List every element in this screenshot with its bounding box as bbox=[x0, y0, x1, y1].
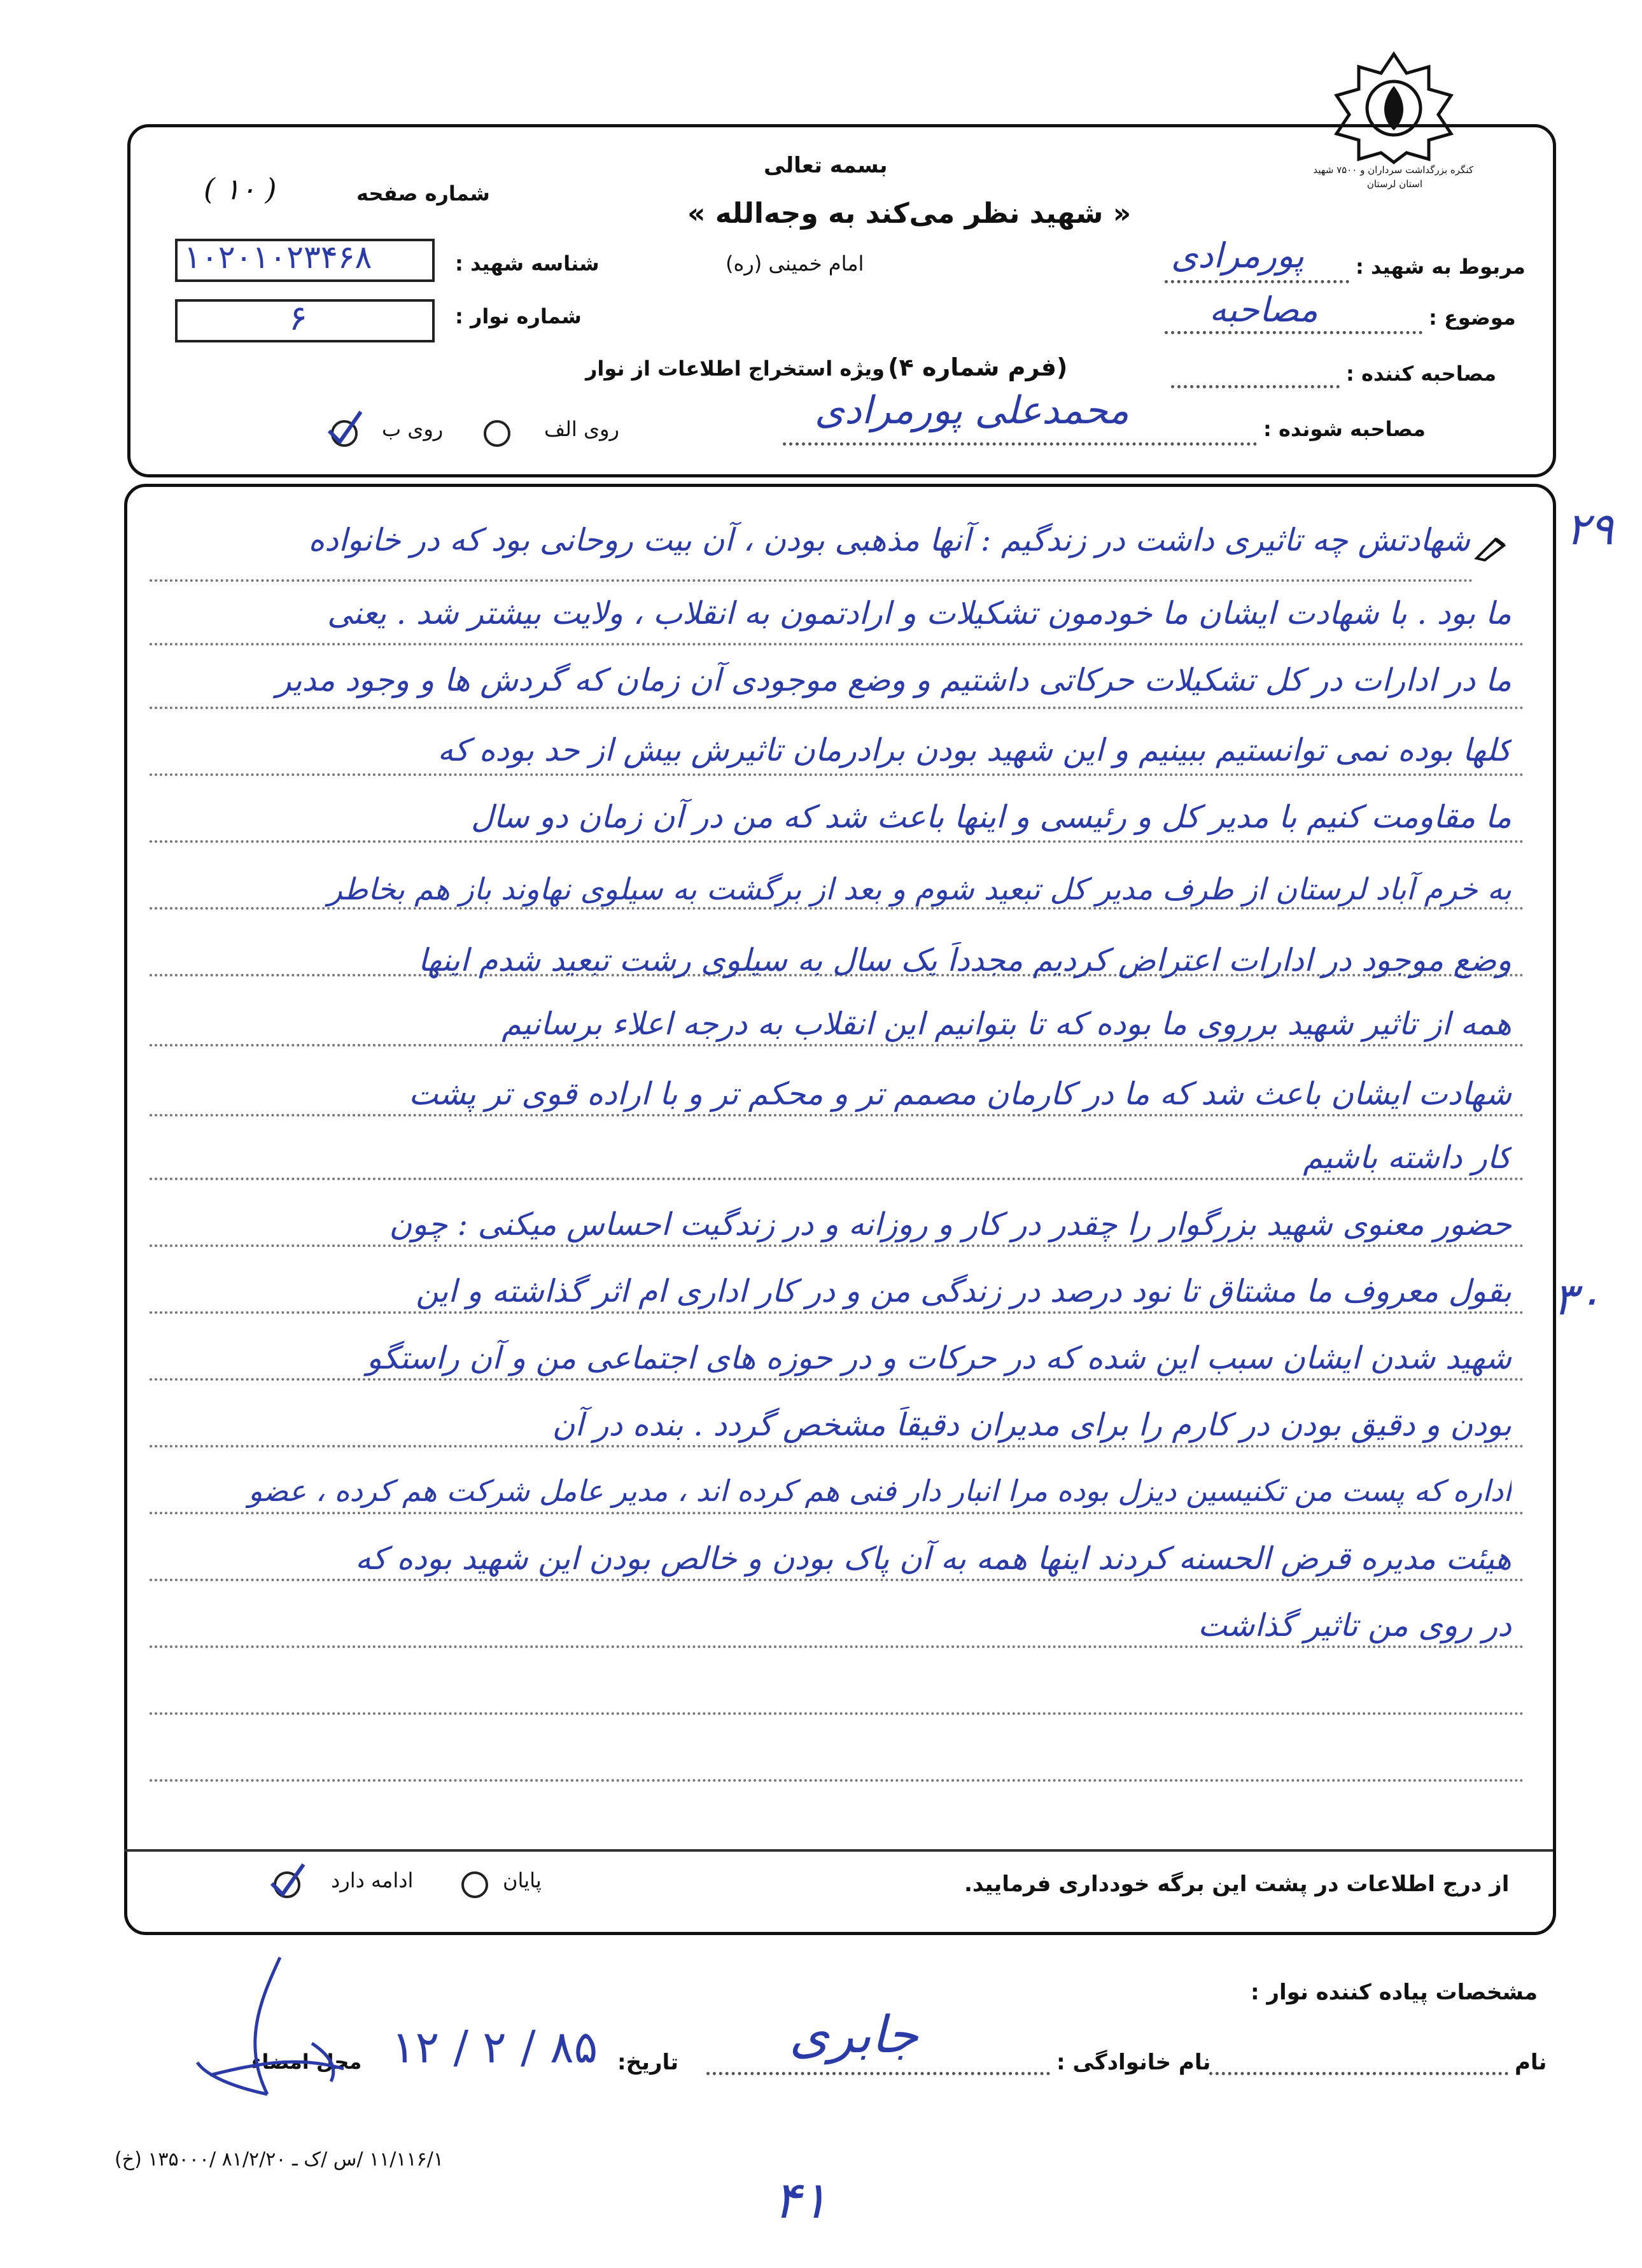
body-line-16: هیئت مدیره قرض الحسنه کردند اینها همه به آن پاک بودن و خالص بودن این شهید بوده که bbox=[355, 1540, 1512, 1577]
signature-label: محل امضاء bbox=[251, 2050, 362, 2074]
ruled-line bbox=[150, 1311, 1524, 1314]
side-b-label: روی ب bbox=[382, 417, 444, 441]
body-line-3: ما در ادارات در کل تشکیلات حرکاتی داشتیم و وضع موجودی آن زمان که گردش ها و وجود مدیر bbox=[276, 662, 1512, 698]
body-line-10: کار داشته باشیم bbox=[1303, 1139, 1512, 1176]
body-line-2: ما بود . با شهادت ایشان ما خودمون تشکیلات و ارادتمون به انقلاب ، ولایت بیشتر شد . یعنی bbox=[327, 595, 1512, 631]
end-radio[interactable] bbox=[461, 1871, 488, 1898]
body-line-15: اداره که پست من تکنیسین دیزل بوده مرا انبار دار فنی هم کرده اند ، مدیر عامل شرکت هم کرده ، عضو bbox=[248, 1474, 1512, 1508]
related-martyr-value[interactable]: پورمرادی bbox=[1171, 236, 1305, 276]
date-label: تاریخ: bbox=[617, 2050, 678, 2075]
ruled-line bbox=[150, 707, 1524, 709]
body-line-11: حضور معنوی شهید بزرگوار را چقدر در کار و روزانه و در زندگیت احساس میکنی : چون bbox=[389, 1206, 1512, 1243]
name-label: نام bbox=[1515, 2050, 1547, 2075]
form-code: ۱۱/۱۱۶/۱ /س /ک ـ ۸۱/۲/۲۰ /۱۳۵۰۰۰ (خ) bbox=[115, 2148, 444, 2171]
ruled-line bbox=[150, 773, 1524, 776]
body-line-1: شهادتش چه تاثیری داشت در زندگیم : آنها مذهبی بودن ، آن بیت روحانی بود که در خانواده bbox=[308, 522, 1470, 558]
interviewee-line bbox=[783, 442, 1257, 446]
tape-number-label: شماره نوار : bbox=[455, 304, 582, 328]
quote-source: امام خمینی (ره) bbox=[726, 251, 864, 276]
body-line-13: شهید شدن ایشان سبب این شده که در حرکات و در حوزه های اجتماعی من و آن راستگو bbox=[367, 1340, 1512, 1376]
martyr-id-box[interactable] bbox=[175, 239, 435, 282]
checkmark-icon bbox=[326, 409, 364, 447]
subject-line bbox=[1165, 331, 1422, 334]
signature-scribble-icon bbox=[185, 1948, 350, 2113]
body-line-8: همه از تاثیر شهید برروی ما بوده که تا بتوانیم این انقلاب به درجه اعلاء برسانیم bbox=[502, 1006, 1512, 1042]
family-label: نام خانوادگی : bbox=[1056, 2050, 1211, 2075]
end-label: پایان bbox=[503, 1868, 542, 1892]
form-subtitle: ویژه استخراج اطلاعات از نوار bbox=[586, 356, 885, 381]
continues-radio[interactable] bbox=[274, 1871, 300, 1898]
ruled-line bbox=[150, 840, 1524, 843]
body-line-6: به خرم آباد لرستان از طرف مدیر کل تبعید شوم و بعد از برگشت به سیلوی نهاوند باز هم بخاطر bbox=[327, 872, 1512, 907]
ruled-line bbox=[150, 1645, 1524, 1648]
ruled-line bbox=[150, 1244, 1524, 1247]
body-line-14: بودن و دقیق بودن در کارم را برای مدیران دقیقاً مشخص گردد . بنده در آن bbox=[552, 1407, 1512, 1443]
ruled-line bbox=[150, 907, 1524, 910]
continues-label: ادامه دارد bbox=[331, 1868, 414, 1892]
name-line bbox=[1209, 2072, 1508, 2075]
body-line-9: شهادت ایشان باعث شد که ما در کارمان مصمم تر و محکم تر و با اراده قوی تر پشت bbox=[409, 1076, 1512, 1112]
organization-name-line2: استان لرستان bbox=[1366, 178, 1422, 190]
ruled-line bbox=[150, 1114, 1524, 1116]
organization-name-line1: کنگره بزرگداشت سرداران و ۷۵۰۰ شهید bbox=[1313, 164, 1473, 176]
tape-number-value: ۶ bbox=[289, 298, 308, 338]
ruled-line bbox=[150, 1044, 1524, 1046]
interviewee-value[interactable]: محمدعلی پورمرادی bbox=[815, 388, 1130, 433]
ruled-line bbox=[150, 1178, 1524, 1180]
ruled-line bbox=[150, 579, 1473, 582]
ruled-line bbox=[150, 1779, 1524, 1782]
interviewer-line bbox=[1171, 385, 1340, 388]
ruled-line bbox=[150, 1579, 1524, 1581]
page-number-value[interactable]: ( ۱۰ ) bbox=[204, 172, 277, 206]
martyr-id-value: ۱۰۲۰۱۰۲۳۴۶۸ bbox=[184, 239, 372, 276]
back-page-notice: از درج اطلاعات در پشت این برگه خودداری فرمایید. bbox=[964, 1871, 1510, 1897]
side-a-radio[interactable] bbox=[484, 420, 510, 447]
related-martyr-line bbox=[1165, 280, 1349, 283]
body-line-4: کلها بوده نمی توانستیم ببینیم و این شهید بودن برادرمان تاثیرش بیش از حد بوده که bbox=[437, 732, 1512, 768]
subject-value[interactable]: مصاحبه bbox=[1209, 290, 1318, 330]
related-martyr-label: مربوط به شهید : bbox=[1356, 255, 1526, 279]
body-divider bbox=[124, 1849, 1553, 1852]
body-line-17: در روی من تاثیر گذاشت bbox=[1198, 1607, 1512, 1644]
body-line-5: ما مقاومت کنیم با مدیر کل و رئیسی و اینها باعث شد که من در آن زمان دو سال bbox=[470, 799, 1512, 835]
body-line-7: وضع موجود در ادارات اعتراض کردیم مجدداً یک سال به سیلوی رشت تبعید شدم اینها bbox=[418, 942, 1512, 978]
tape-number-box[interactable] bbox=[175, 299, 435, 342]
side-b-radio[interactable] bbox=[331, 420, 358, 447]
ruled-line bbox=[150, 1712, 1524, 1715]
ruled-line bbox=[150, 1445, 1524, 1447]
martyr-id-label: شناسه شهید : bbox=[455, 251, 600, 276]
subject-label: موضوع : bbox=[1429, 306, 1516, 330]
motto: « شهید نظر می‌کند به وجه‌الله » bbox=[687, 197, 1132, 230]
date-value[interactable]: ۸۵ / ۲ / ۱۲ bbox=[391, 2021, 598, 2073]
checkmark-icon bbox=[269, 1861, 307, 1899]
ruled-line bbox=[150, 643, 1524, 645]
family-line bbox=[706, 2072, 1050, 2075]
signature-mark bbox=[185, 1948, 350, 2113]
side-a-label: روی الف bbox=[544, 417, 619, 441]
form-title-block bbox=[586, 353, 1067, 381]
bismillah: بسمه تعالی bbox=[764, 153, 888, 178]
margin-number-30: ۳۰ bbox=[1553, 1273, 1601, 1325]
margin-number-29: ۲۹ bbox=[1566, 503, 1614, 555]
ruled-line bbox=[150, 1378, 1524, 1381]
pencil-icon bbox=[1473, 536, 1508, 561]
body-line-12: بقول معروف ما مشتاق تا نود درصد در زندگی من و در کار اداری ام اثر گذاشته و این bbox=[416, 1273, 1512, 1309]
family-value[interactable]: جابری bbox=[789, 2005, 918, 2064]
interviewee-label: مصاحبه شونده : bbox=[1263, 417, 1426, 441]
transcriber-heading: مشخصات پیاده کننده نوار : bbox=[1251, 1980, 1538, 2005]
form-title: (فرم شماره ۴) bbox=[888, 353, 1068, 381]
ruled-line bbox=[150, 1512, 1524, 1514]
page-number-bottom: ۴۱ bbox=[773, 2171, 828, 2230]
interviewer-label: مصاحبه کننده : bbox=[1346, 362, 1497, 386]
page-number-label: شماره صفحه bbox=[356, 181, 490, 206]
